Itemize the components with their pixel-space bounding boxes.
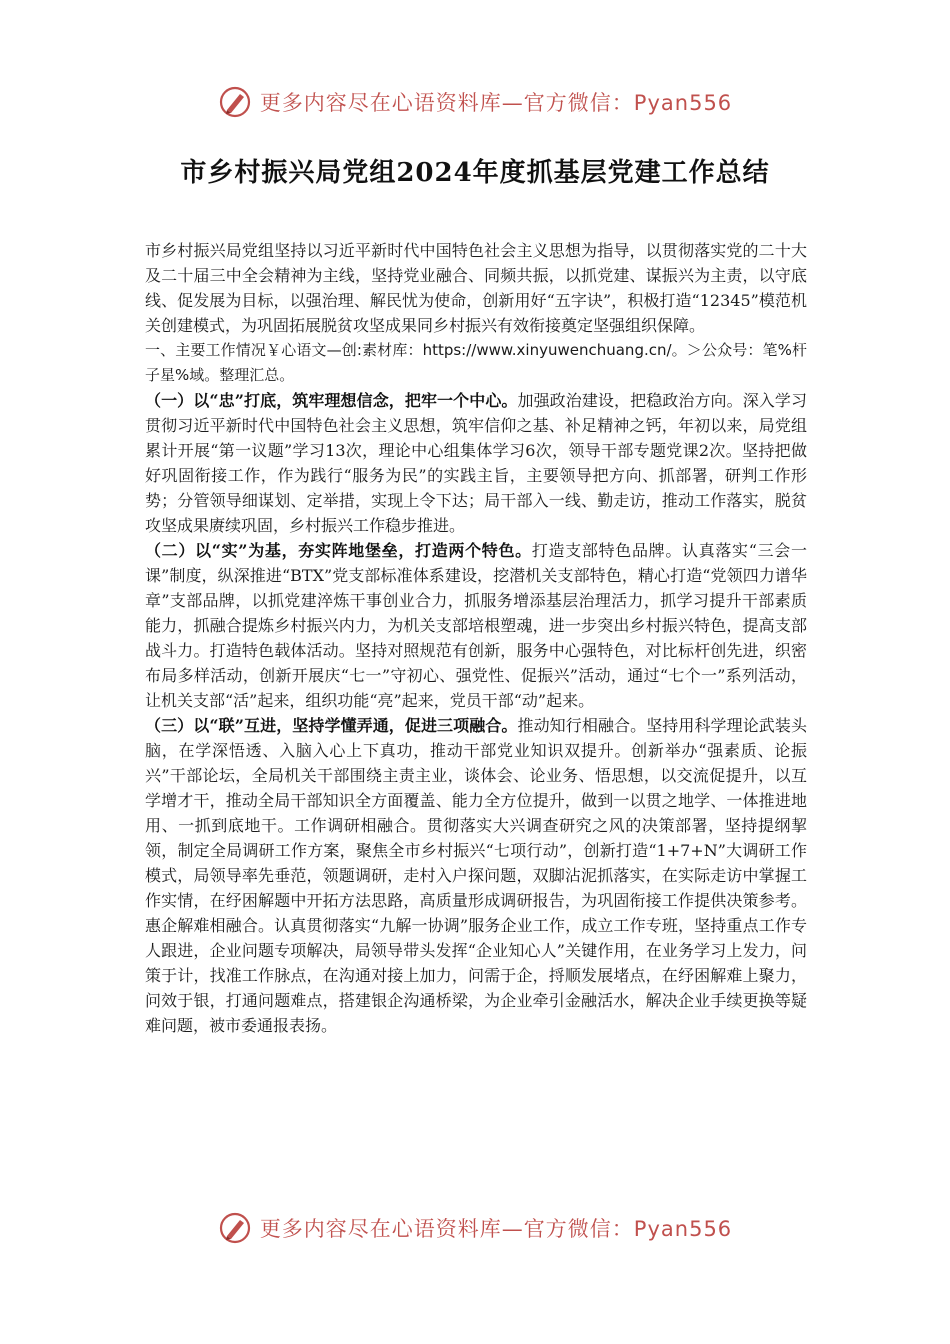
pen-logo-icon: [218, 85, 252, 119]
footer-banner: [0, 1208, 950, 1248]
section-body: 加强政治建设，把稳政治方向。深入学习贯彻习近平新时代中国特色社会主义思想，筑牢信仰之基、补足精神之钙，年初以来，局党组累计开展“第一议题”学习13次，理论中心组集体学习6次，领导干部专题党课2次。坚持把做好巩固衔接工作，作为践行“服务为民”的实践主旨，主要领导把方向、抓部署，研判工作形势；分管领导细谋划、定举措，实现上令下达；局干部入一线、勤走访，推动工作落实，脱贫攻坚成果赓续巩固，乡村振兴工作稳步推进。: [145, 391, 807, 535]
header-banner: [0, 82, 950, 122]
section-lead: （二）以“实”为基，夯实阵地堡垒，打造两个特色。: [145, 541, 532, 560]
banner-text: 更多内容尽在心语资料库—官方微信：Pyan556: [259, 1217, 733, 1241]
section-paragraph: [145, 713, 807, 1038]
section-body: 推动知行相融合。坚持用科学理论武装头脑，在学深悟透、入脑入心上下真功，推动干部党业知识双提升。创新举办“强素质、论振兴”干部论坛，全局机关干部围绕主责主业，谈体会、论业务、悟思想，以交流促提升，以互学增才干，推动全局干部知识全方面覆盖、能力全方位提升，做到一以贯之地学、一体推进地用、一抓到底地干。工作调研相融合。贯彻落实大兴调查研究之风的决策部署，坚持提纲挈领，制定全局调研工作方案，聚焦全市乡村振兴“七项行动”，创新打造“1+7+N”大调研工作模式，局领导率先垂范，领题调研，走村入户探问题，双脚沾泥抓落实，在实际走访中掌握工作实情，在纾困解题中开拓方法思路，高质量形成调研报告，为巩固衔接工作提供决策参考。惠企解难相融合。认真贯彻落实“九解一协调”服务企业工作，成立工作专班，坚持重点工作专人跟进，企业问题专项解决，局领导带头发挥“企业知心人”关键作用，在业务学习上发力，问策于计，找准工作脉点，在沟通对接上加力，问需于企，捋顺发展堵点，在纾困解难上聚力，问效于银，打通问题难点，搭建银企沟通桥梁，为企业牵引金融活水，解决企业手续更换等疑难问题，被市委通报表扬。: [145, 716, 807, 1035]
section-lead: （三）以“联”互进，坚持学懂弄通，促进三项融合。: [145, 716, 518, 735]
document-body: [145, 238, 807, 1038]
pen-logo-icon: [218, 1211, 252, 1245]
section-lead: （一）以“忠”打底，筑牢理想信念，把牢一个中心。: [145, 391, 518, 410]
document-title: 市乡村振兴局党组2024年度抓基层党建工作总结: [180, 158, 770, 188]
section-heading-main-work: 一、主要工作情况￥心语文—创:素材库：https://www.xinyuwenchuang.cn/。＞公众号：笔%杆子星%域。整理汇总。: [145, 341, 807, 384]
section-body: 打造支部特色品牌。认真落实“三会一课”制度，纵深推进“BTX”党支部标准体系建设，挖潜机关支部特色，精心打造“党领四力谱华章”支部品牌，以抓党建淬炼干事创业合力，抓服务增添基层治理活力，抓学习提升干部素质能力，抓融合提炼乡村振兴内力，为机关支部培根塑魂，进一步突出乡村振兴特色，提高支部战斗力。打造特色载体活动。坚持对照规范有创新，服务中心强特色，对比标杆创先进，织密布局多样活动，创新开展庆“七一”守初心、强党性、促振兴”活动，通过“七个一”系列活动，让机关支部“活”起来，组织功能“亮”起来，党员干部“动”起来。: [145, 541, 807, 710]
section-paragraph: [145, 538, 807, 713]
intro-paragraph: 市乡村振兴局党组坚持以习近平新时代中国特色社会主义思想为指导，以贯彻落实党的二十大及二十届三中全会精神为主线，坚持党业融合、同频共振，以抓党建、谋振兴为主责，以守底线、促发展为目标，以强治理、解民忧为使命，创新用好“五字诀”，积极打造“12345”模范机关创建模式，为巩固拓展脱贫攻坚成果同乡村振兴有效衔接奠定坚强组织保障。: [145, 241, 807, 335]
section-paragraph: [145, 388, 807, 538]
banner-text: 更多内容尽在心语资料库—官方微信：Pyan556: [259, 91, 733, 115]
